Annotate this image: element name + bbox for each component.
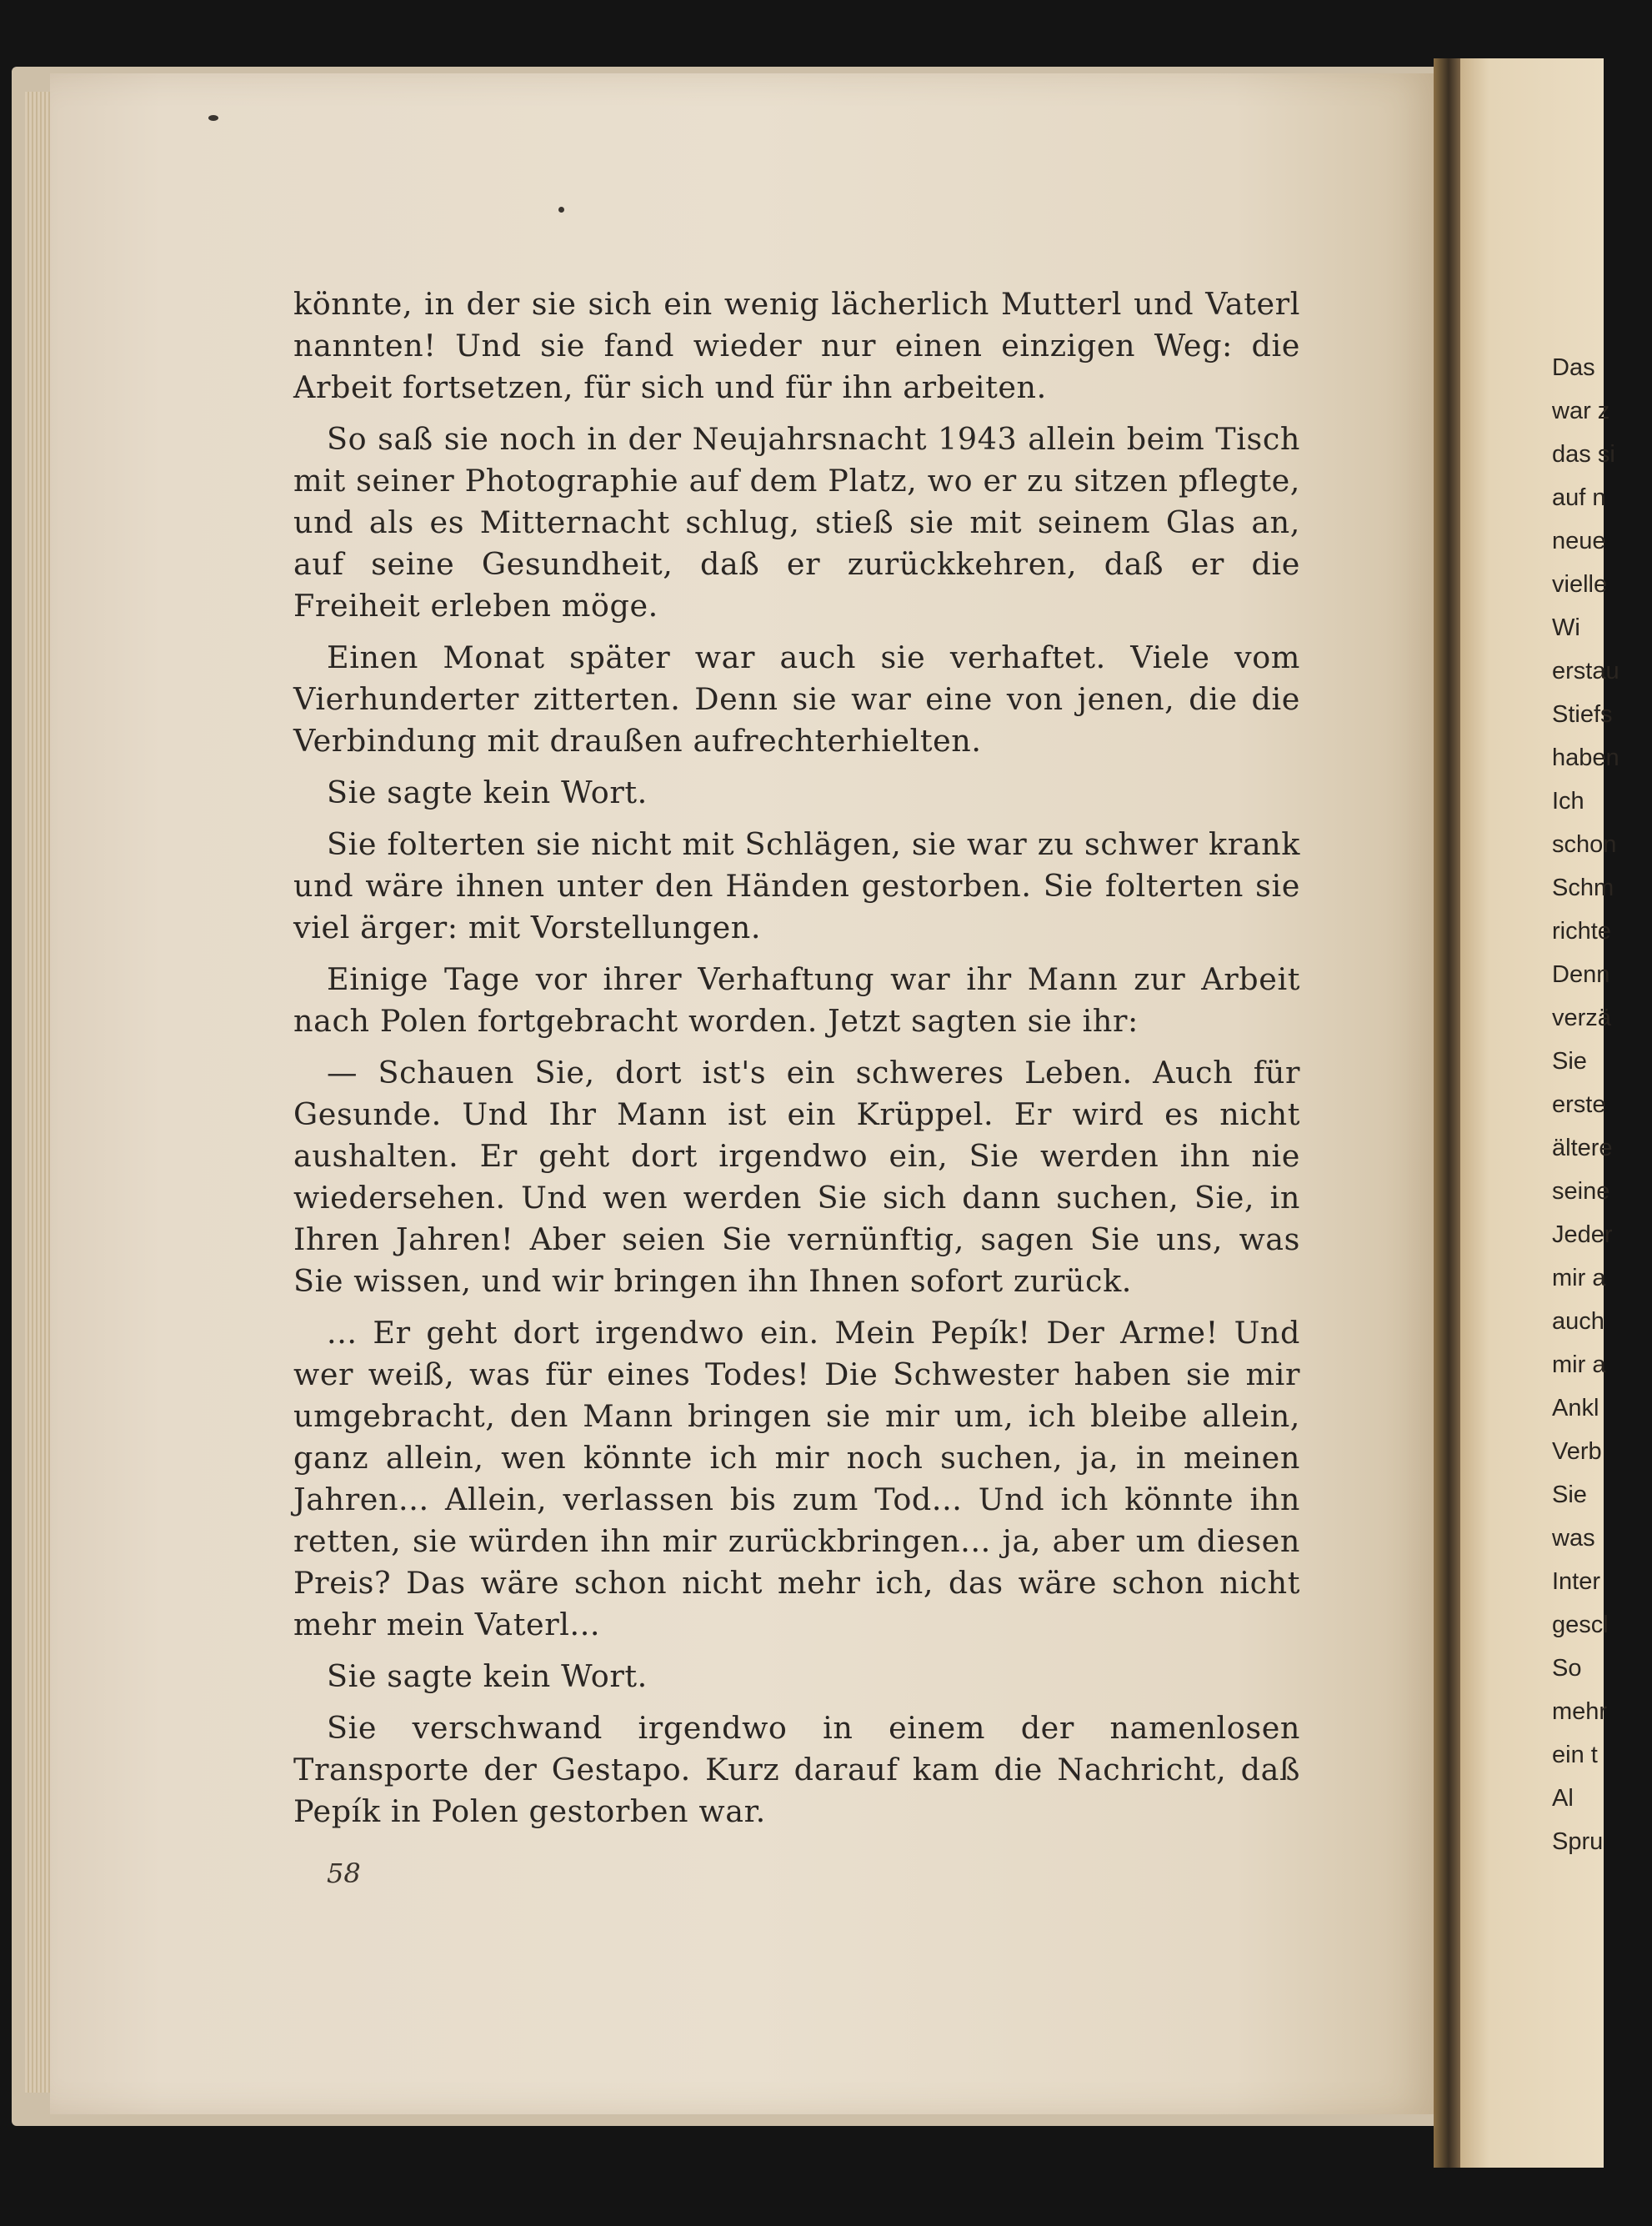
fragment-line: Das: [1552, 354, 1595, 381]
fragment-line: Spru: [1552, 1828, 1604, 1855]
body-text: [293, 283, 1300, 1842]
paragraph: könnte, in der sie sich ein wenig lächerlich Mutterl und Vaterl nannten! Und sie fand wieder nur einen einzigen Weg: die Arbeit fortsetzen, für sich und für ihn arbeiten.: [293, 286, 1300, 405]
fragment-line: das si: [1552, 441, 1615, 468]
fragment-line: ein t: [1552, 1742, 1598, 1768]
fragment-line: neue: [1552, 528, 1606, 554]
fragment-line: Denn: [1552, 961, 1610, 988]
paragraph: Sie sagte kein Wort.: [327, 1658, 648, 1694]
right-page-text: [1552, 346, 1652, 1863]
fragment-line: schon: [1552, 831, 1617, 858]
paragraph: Sie sagte kein Wort.: [327, 775, 648, 810]
paragraph: Einige Tage vor ihrer Verhaftung war ihr Mann zur Arbeit nach Polen fortgebracht worden. Jetzt sagten sie ihr:: [293, 961, 1300, 1039]
paragraph: Sie verschwand irgendwo in einem der namenlosen Transporte der Gestapo. Kurz darauf kam die Nachricht, daß Pepík in Polen gestorben war.: [293, 1710, 1300, 1829]
paragraph: Sie folterten sie nicht mit Schlägen, sie war zu schwer krank und wäre ihnen unter den Händen gestorben. Sie folterten sie viel ärger: mit Vorstellungen.: [293, 826, 1300, 945]
fragment-line: Schm: [1552, 875, 1614, 901]
fragment-line: Sie: [1552, 1048, 1587, 1075]
fragment-line: erstau: [1552, 658, 1619, 684]
paragraph: Einen Monat später war auch sie verhaftet. Viele vom Vierhunderter zitterten. Denn sie war eine von jenen, die die Verbindung mit draußen aufrechterhielten.: [293, 639, 1300, 759]
paragraph: So saß sie noch in der Neujahrsnacht 1943 allein beim Tisch mit seiner Photographie auf dem Platz, wo er zu sitzen pflegte, und als es Mitternacht schlug, stieß sie mit seinem Glas an, auf seine Gesundheit, daß er zurückkehren, daß er die Freiheit erleben möge.: [293, 421, 1300, 624]
fragment-line: was: [1552, 1525, 1595, 1552]
right-page: [1460, 58, 1619, 2168]
fragment-line: auch: [1552, 1308, 1604, 1335]
fragment-line: Ankl: [1552, 1395, 1599, 1421]
fragment-line: Stiefs: [1552, 701, 1613, 728]
fragment-line: mir a: [1552, 1351, 1606, 1378]
fragment-line: vielle: [1552, 571, 1608, 598]
ink-speck: [208, 115, 218, 121]
fragment-line: seine: [1552, 1178, 1610, 1205]
fragment-line: ältere: [1552, 1135, 1613, 1161]
fragment-line: So: [1552, 1655, 1582, 1682]
fragment-line: war z: [1552, 398, 1610, 424]
fragment-line: mehr: [1552, 1698, 1608, 1725]
ink-speck: [558, 207, 564, 213]
fragment-line: Inter: [1552, 1568, 1601, 1595]
fragment-line: auf n: [1552, 484, 1606, 511]
fragment-line: Sie: [1552, 1481, 1587, 1508]
fragment-line: Jeder: [1552, 1221, 1613, 1248]
fragment-line: erste: [1552, 1091, 1606, 1118]
fragment-line: Verb: [1552, 1438, 1602, 1465]
fragment-line: Ich: [1552, 788, 1584, 815]
fragment-line: gescl: [1552, 1612, 1609, 1638]
fragment-line: haben: [1552, 745, 1619, 771]
dialog-paragraph: — Schauen Sie, dort ist's ein schweres Leben. Auch für Gesunde. Und Ihr Mann ist ein Krüppel. Er wird es nicht aushalten. Er geht dort irgendwo ein, Sie werden ihn nie wiedersehen. Und wen werden Sie sich dann suchen, Sie, in Ihren Jahren! Aber seien Sie vernünftig, sagen Sie uns, was Sie wissen, und wir bringen ihn Ihnen sofort zurück.: [293, 1055, 1300, 1299]
fragment-line: richte: [1552, 918, 1611, 945]
paragraph: ... Er geht dort irgendwo ein. Mein Pepík! Der Arme! Und wer weiß, was für eines Todes! Die Schwester haben sie mir umgebracht, den Mann bringen sie mir um, ich bleibe allein, ganz allein, wen könnte ich mir noch suchen, ja, in meinen Jahren... Allein, verlassen bis zum Tod... Und ich könnte ihn retten, sie würden ihn mir zurückbringen... ja, aber um diesen Preis? Das wäre schon nicht mehr ich, das wäre schon nicht mehr mein Vaterl...: [293, 1315, 1300, 1642]
book-gutter: [1434, 58, 1464, 2168]
fragment-line: mir a: [1552, 1265, 1606, 1291]
page-number: 58: [327, 1858, 361, 1889]
fragment-line: verzä: [1552, 1005, 1611, 1031]
page-edges: [25, 92, 53, 2093]
fragment-line: Wi: [1552, 614, 1580, 641]
fragment-line: Al: [1552, 1785, 1574, 1812]
